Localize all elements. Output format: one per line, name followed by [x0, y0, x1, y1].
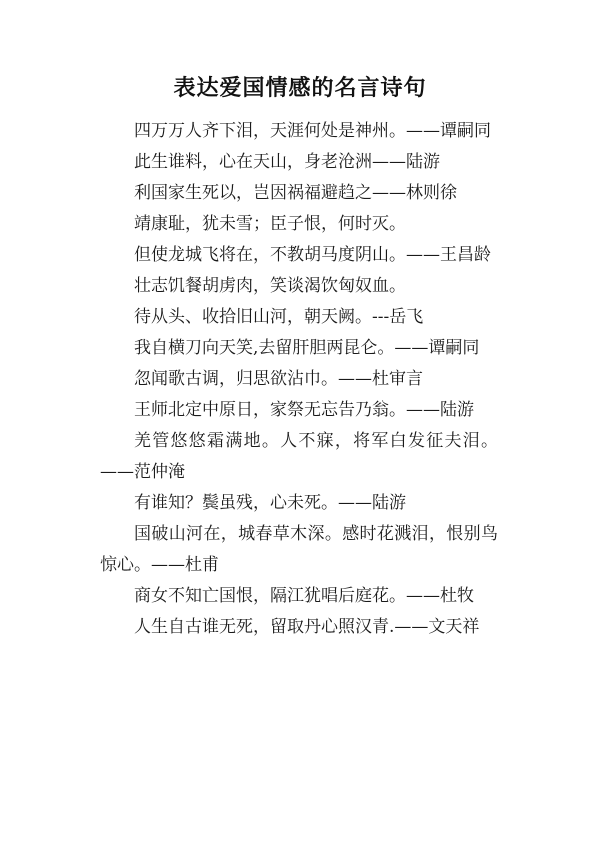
quote-paragraph: 商女不知亡国恨，隔江犹唱后庭花。——杜牧 [134, 586, 474, 606]
quote-paragraph: 王师北定中原日，家祭无忘告乃翁。——陆游 [134, 400, 474, 420]
quote-paragraph: 利国家生死以，岂因祸福避趋之——林则徐 [134, 183, 457, 203]
quote-paragraph: 国破山河在，城春草木深。感时花溅泪，恨别鸟惊心。——杜甫 [100, 524, 498, 575]
quote-paragraph: 有谁知？鬓虽残，心未死。——陆游 [134, 493, 406, 513]
quote-paragraph: 四万万人齐下泪，天涯何处是神州。——谭嗣同 [134, 121, 491, 141]
quote-paragraph: 此生谁料，心在天山，身老沧洲——陆游 [134, 152, 440, 172]
quotes-body [100, 116, 498, 643]
quote-paragraph: 靖康耻，犹未雪；臣子恨，何时灭。 [134, 214, 406, 234]
quote-paragraph: 壮志饥餐胡虏肉，笑谈渴饮匈奴血。 [134, 276, 406, 296]
document-title: 表达爱国情感的名言诗句 [173, 76, 427, 101]
quote-paragraph: 忽闻歌古调，归思欲沾巾。——杜审言 [134, 369, 423, 389]
quote-paragraph: 但使龙城飞将在，不教胡马度阴山。——王昌龄 [134, 245, 491, 265]
quote-paragraph: 待从头、收拾旧山河，朝天阙。---岳飞 [134, 307, 424, 327]
quote-paragraph: 羌管悠悠霜满地。人不寐，将军白发征夫泪。——范仲淹 [100, 431, 498, 482]
quote-paragraph: 人生自古谁无死，留取丹心照汉青.——文天祥 [134, 617, 480, 637]
quote-paragraph: 我自横刀向天笑,去留肝胆两昆仑。——谭嗣同 [134, 338, 480, 358]
